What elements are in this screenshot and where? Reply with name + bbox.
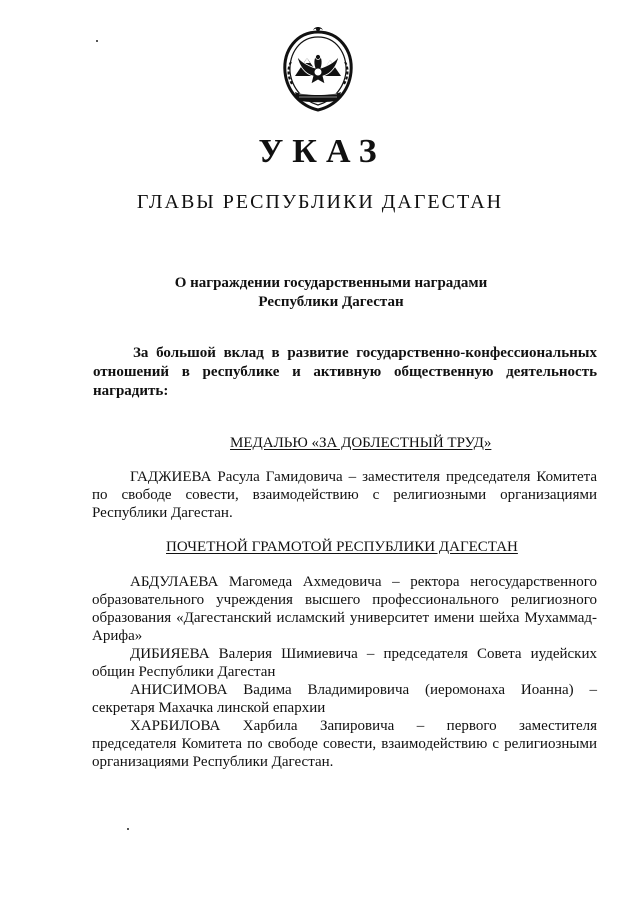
entry-line: по свободе совести, взаимодействию с религиозными организациями (92, 487, 597, 503)
entry-line: организациями Республики Дагестан. (92, 754, 334, 770)
entry-line: Арифа» (92, 628, 143, 644)
scan-speck (96, 40, 98, 42)
entry-line: ДИБИЯЕВА Валерия Шимиевича – председателя Совета иудейских (130, 646, 597, 662)
entry-line: ГАДЖИЕВА Расула Гамидовича – заместителя председателя Комитета (130, 469, 597, 485)
dagestan-coat-of-arms-icon (277, 26, 359, 114)
entry-line: АБДУЛАЕВА Магомеда Ахмедовича – ректора негосударственного (130, 574, 597, 590)
entry-line: образования «Дагестанский исламский университет имени шейха Мухаммад- (92, 610, 597, 626)
gramota-recipient-entry (92, 573, 597, 645)
entry-line: председателя Комитета по свободе совести, взаимодействию с религиозными (92, 736, 597, 752)
gramota-award-heading: ПОЧЕТНОЙ ГРАМОТОЙ РЕСПУБЛИКИ ДАГЕСТАН (166, 539, 518, 555)
medal-recipient-entry (92, 468, 597, 522)
scan-speck (127, 828, 129, 830)
preamble-line: За большой вклад в развитие государственно-конфессиональных (133, 345, 597, 361)
decree-preamble (93, 344, 597, 401)
subject-line: Республики Дагестан (258, 294, 404, 310)
entry-line: общин Республики Дагестан (92, 664, 276, 680)
entry-line: Республики Дагестан. (92, 505, 233, 521)
preamble-line: отношений в республике и активную общественную деятельность (93, 364, 597, 380)
gramota-recipient-entry (92, 645, 597, 681)
entry-line: ХАРБИЛОВА Харбила Запировича – первого заместителя (130, 718, 597, 734)
gramota-recipient-entry (92, 717, 597, 771)
decree-subject (0, 274, 640, 312)
entry-line: АНИСИМОВА Вадима Владимировича (иеромонаха Иоанна) – (130, 682, 597, 698)
preamble-line: наградить: (93, 383, 169, 399)
decree-title: УКАЗ (258, 133, 386, 170)
gramota-recipient-entry (92, 681, 597, 717)
subject-line: О награждении государственными наградами (174, 275, 488, 291)
medal-award-heading: МЕДАЛЬЮ «ЗА ДОБЛЕСТНЫЙ ТРУД» (230, 435, 492, 451)
decree-issuer: ГЛАВЫ РЕСПУБЛИКИ ДАГЕСТАН (136, 191, 504, 213)
entry-line: образовательного учреждения высшего профессионального религиозного (92, 592, 597, 608)
entry-line: секретаря Махачка линской епархии (92, 700, 326, 716)
